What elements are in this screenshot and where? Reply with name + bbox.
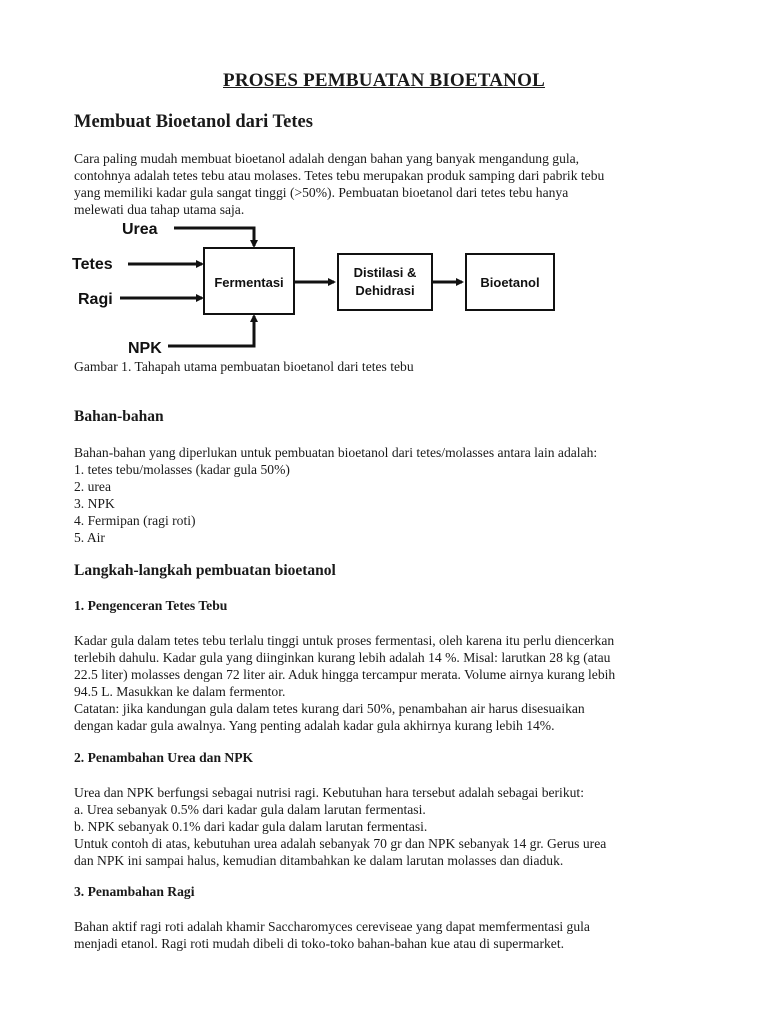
process-diagram — [66, 216, 586, 362]
step3-paragraph — [74, 918, 704, 952]
input-label-tetes: Tetes — [72, 256, 113, 273]
box-bioetanol-label: Bioetanol — [480, 275, 540, 290]
section-heading-bahan: Bahan-bahan — [74, 408, 164, 425]
text-line: Catatan: jika kandungan gula dalam tetes kurang dari 50%, penambahan air harus disesuaikan — [74, 701, 585, 716]
box-fermentasi-label: Fermentasi — [214, 275, 284, 290]
step1-paragraph — [74, 632, 704, 734]
section-heading-tetes: Membuat Bioetanol dari Tetes — [74, 112, 313, 132]
figure-caption — [74, 358, 704, 375]
text-line: melewati dua tahap utama saja. — [74, 202, 245, 217]
step3-heading: 3. Penambahan Ragi — [74, 884, 195, 899]
urea-arrow — [174, 228, 254, 246]
text-line: 94.5 L. Masukkan ke dalam fermentor. — [74, 684, 286, 699]
step1-heading: 1. Pengenceran Tetes Tebu — [74, 598, 228, 613]
input-label-urea: Urea — [122, 221, 158, 238]
text-line: Untuk contoh di atas, kebutuhan urea adalah sebanyak 70 gr dan NPK sebanyak 14 gr. Gerus urea — [74, 836, 607, 851]
text-line: dan NPK ini sampai halus, kemudian ditambahkan ke dalam larutan molasses dan diaduk. — [74, 853, 564, 868]
text-line: yang memiliki kadar gula sangat tinggi (>50%). Pembuatan bioetanol dari tetes tebu hanya — [74, 185, 569, 200]
box-distilasi — [338, 254, 432, 310]
text-line: Cara paling mudah membuat bioetanol adalah dengan bahan yang banyak mengandung gula, — [74, 151, 580, 166]
box-distilasi-label-1: Distilasi & — [353, 265, 417, 280]
list-item: 4. Fermipan (ragi roti) — [74, 513, 196, 528]
text-line: 22.5 liter) molasses dengan 72 liter air. Aduk hingga tercampur merata. Volume airnya kurang lebih — [74, 667, 616, 682]
box-distilasi-label-2: Dehidrasi — [355, 283, 415, 298]
text-line: contohnya adalah tetes tebu atau molases. Tetes tebu merupakan produk samping dari pabrik tebu — [74, 168, 605, 183]
intro-paragraph — [74, 150, 704, 218]
step2-paragraph — [74, 784, 704, 869]
bahan-list — [74, 444, 704, 546]
list-item: 2. urea — [74, 479, 111, 494]
list-item: 1. tetes tebu/molasses (kadar gula 50%) — [74, 462, 290, 477]
section-heading-langkah: Langkah-langkah pembuatan bioetanol — [74, 562, 336, 579]
text-line: Bahan aktif ragi roti adalah khamir Saccharomyces cereviseae yang dapat memfermentasi gula — [74, 919, 590, 934]
text-line: terlebih dahulu. Kadar gula yang diinginkan kurang lebih adalah 14 %. Misal: larutkan 28 kg (atau — [74, 650, 611, 665]
input-label-ragi: Ragi — [78, 291, 113, 308]
list-item: 5. Air — [74, 530, 105, 545]
text-line: Kadar gula dalam tetes tebu terlalu tinggi untuk proses fermentasi, oleh karena itu perlu diencerkan — [74, 633, 615, 648]
text-line: Urea dan NPK berfungsi sebagai nutrisi ragi. Kebutuhan hara tersebut adalah sebagai berikut: — [74, 785, 584, 800]
text-line: a. Urea sebanyak 0.5% dari kadar gula dalam larutan fermentasi. — [74, 802, 426, 817]
npk-arrow — [168, 316, 254, 346]
step2-heading: 2. Penambahan Urea dan NPK — [74, 750, 254, 765]
text-line: b. NPK sebanyak 0.1% dari kadar gula dalam larutan fermentasi. — [74, 819, 428, 834]
text-line: dengan kadar gula awalnya. Yang penting adalah kadar gula akhirnya kurang lebih 14%. — [74, 718, 555, 733]
list-item: 3. NPK — [74, 496, 115, 511]
input-label-npk: NPK — [128, 340, 162, 357]
caption-text: Gambar 1. Tahapah utama pembuatan bioetanol dari tetes tebu — [74, 359, 414, 374]
text-line: Bahan-bahan yang diperlukan untuk pembuatan bioetanol dari tetes/molasses antara lain adalah: — [74, 445, 598, 460]
page-title: PROSES PEMBUATAN BIOETANOL — [223, 70, 545, 91]
text-line: menjadi etanol. Ragi roti mudah dibeli di toko-toko bahan-bahan kue atau di supermarket. — [74, 936, 564, 951]
